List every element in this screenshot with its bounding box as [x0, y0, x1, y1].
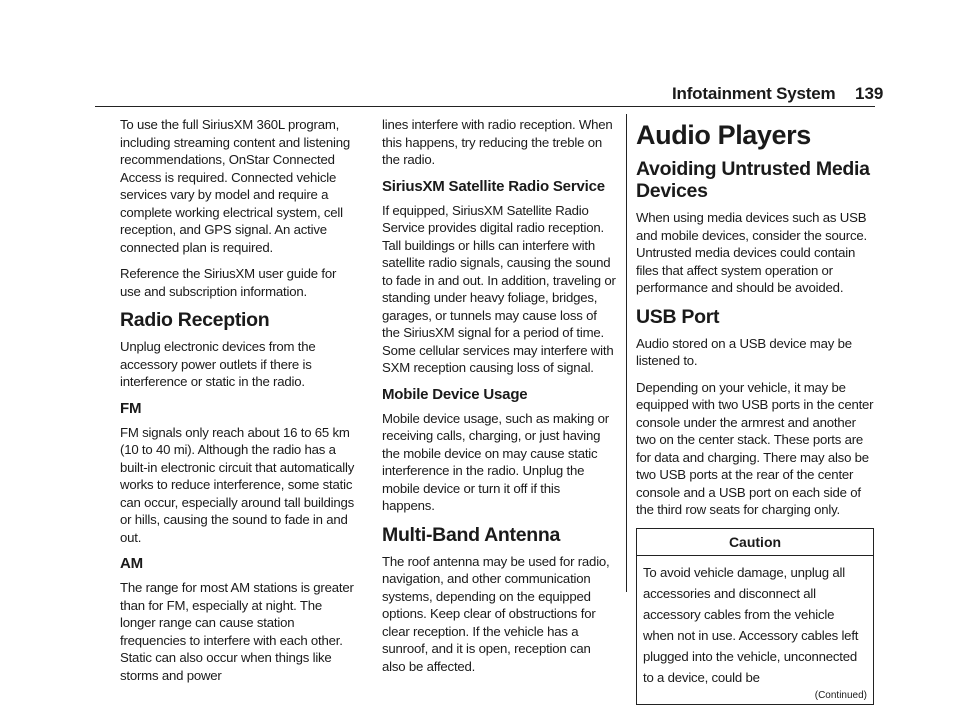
paragraph-multi-band-antenna: The roof antenna may be used for radio, navigation, and other communication systems, depending on the equipped options. Keep clear of obstructions for clear reception. If the vehicle has a sunroof, and it is open, reception can also be affected. — [382, 553, 610, 674]
paragraph-am-continued: lines interfere with radio reception. When this happens, try reducing the treble on the radio. — [382, 117, 613, 167]
heading-radio-reception: Radio Reception — [120, 309, 270, 331]
page-number: 139 — [855, 84, 884, 103]
paragraph-usb-ports: Depending on your vehicle, it may be equipped with two USB ports in the center console under the armrest and another two on the center stack. These ports are for data and charging. There may also be two USB ports at the rear of the center console and a USB port on each side of the third row seats for charging only. — [636, 379, 874, 517]
paragraph-radio-reception: Unplug electronic devices from the accessory power outlets if there is interference or static in the radio. — [120, 339, 316, 389]
paragraph-mobile-device-usage: Mobile device usage, such as making or receiving calls, charging, or just having the mobile device on may cause static interference in the radio. Unplug the mobile device or turn it off if this happens. — [382, 410, 609, 513]
paragraph-usb-audio: Audio stored on a USB device may be listened to. — [636, 335, 852, 368]
column-left — [120, 116, 360, 693]
paragraph-user-guide: Reference the SiriusXM user guide for use and subscription information. — [120, 266, 337, 299]
caution-title: Caution — [637, 529, 873, 556]
heading-audio-players: Audio Players — [636, 120, 811, 150]
column-divider — [626, 114, 627, 592]
column-right — [636, 116, 876, 705]
paragraph-untrusted-media: When using media devices such as USB and mobile devices, consider the source. Untrusted media devices could contain files that affect system operation or performance and should be avoided. — [636, 210, 867, 295]
heading-mobile-device-usage: Mobile Device Usage — [382, 385, 528, 403]
column-middle — [382, 116, 616, 684]
paragraph-satellite-radio: If equipped, SiriusXM Satellite Radio Service provides digital radio reception. Tall buildings or hills can interfere with satellite radio signals, causing the sound to fade in and out. In addition, traveling or standing under heavy foliage, bridges, garages, or tunnels may cause loss of the SiriusXM signal for a period of time. Some cellular services may interfere with SXM reception causing loss of signal. — [382, 202, 616, 375]
heading-fm: FM — [120, 399, 142, 417]
heading-usb-port: USB Port — [636, 305, 720, 328]
section-title: Infotainment System — [672, 84, 836, 103]
caution-continued: (Continued) — [814, 689, 867, 701]
caution-body: To avoid vehicle damage, unplug all accessories and disconnect all accessory cables from the vehicle when not in use. Accessory cables left plugged into the vehicle, unconnected to a device, could be — [643, 564, 859, 685]
heading-untrusted-media: Avoiding Untrusted Media Devices — [636, 158, 870, 202]
page-header — [0, 84, 960, 114]
header-rule — [95, 106, 875, 107]
heading-satellite-radio: SiriusXM Satellite Radio Service — [382, 177, 605, 195]
paragraph-fm: FM signals only reach about 16 to 65 km (10 to 40 mi). Although the radio has a built-in electronic circuit that automatically works to reduce interference, some static can occur, especially around tall buildings or hills, causing the sound to fade in and out. — [120, 424, 355, 545]
heading-multi-band-antenna: Multi-Band Antenna — [382, 523, 561, 546]
paragraph-am: The range for most AM stations is greater than for FM, especially at night. The longer range can cause station frequencies to interfere with each other. Static can also occur when things like storms and power — [120, 580, 354, 683]
paragraph-siriusxm-360l: To use the full SiriusXM 360L program, including streaming content and listening recommendations, OnStar Connected Access is required. Connected vehicle services vary by model and require a complete working electrical system, cell reception, and GPS signal. An active connected plan is required. — [120, 117, 351, 255]
heading-am: AM — [120, 555, 143, 572]
